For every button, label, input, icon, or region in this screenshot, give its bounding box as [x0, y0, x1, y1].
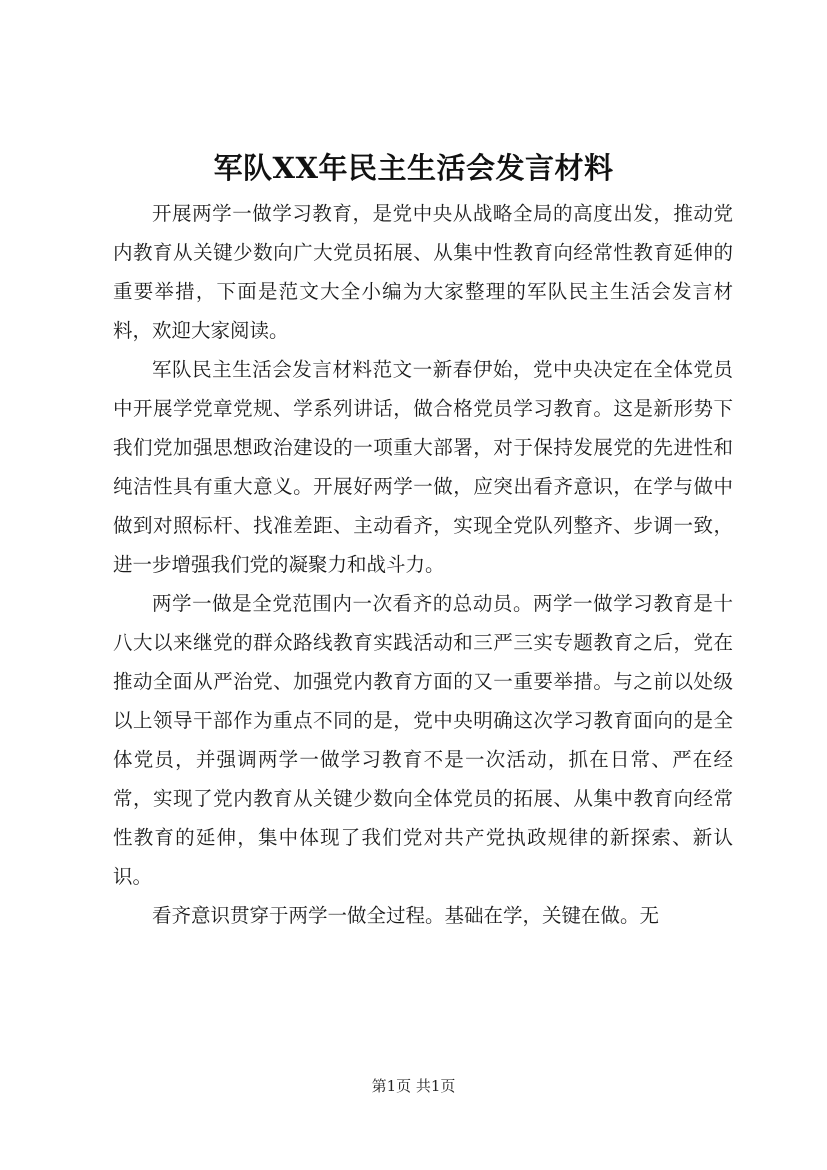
page-title: 军队XX年民主生活会发言材料: [213, 151, 614, 185]
page-number-footer: 第1页 共1页: [371, 1077, 456, 1095]
document-body: [113, 194, 733, 935]
paragraph-alignment: 看齐意识贯穿于两学一做全过程。基础在学，关键在做。无: [152, 904, 660, 927]
paragraph-sample-one: 军队民主生活会发言材料范文一新春伊始，党中央决定在全体党员中开展学党章党规、学系列讲话，做合格党员学习教育。这是新形势下我们党加强思想政治建设的一项重大部署，对于保持发展党的先进性和纯洁性具有重大意义。开展好两学一做，应突出看齐意识，在学与做中做到对照标杆、找准差距、主动看齐，实现全党队列整齐、步调一致，进一步增强我们党的凝聚力和战斗力。: [113, 358, 733, 576]
paragraph-intro: 开展两学一做学习教育，是党中央从战略全局的高度出发，推动党内教育从关键少数向广大党员拓展、从集中性教育向经常性教育延伸的重要举措，下面是范文大全小编为大家整理的军队民主生活会发言材料，欢迎大家阅读。: [113, 202, 733, 342]
paragraph-mobilization: 两学一做是全党范围内一次看齐的总动员。两学一做学习教育是十八大以来继党的群众路线教育实践活动和三严三实专题教育之后，党在推动全面从严治党、加强党内教育方面的又一重要举措。与之前以处级以上领导干部作为重点不同的是，党中央明确这次学习教育面向的是全体党员，并强调两学一做学习教育不是一次活动，抓在日常、严在经常，实现了党内教育从关键少数向全体党员的拓展、从集中教育向经常性教育的延伸，集中体现了我们党对共产党执政规律的新探索、新认识。: [113, 592, 733, 888]
